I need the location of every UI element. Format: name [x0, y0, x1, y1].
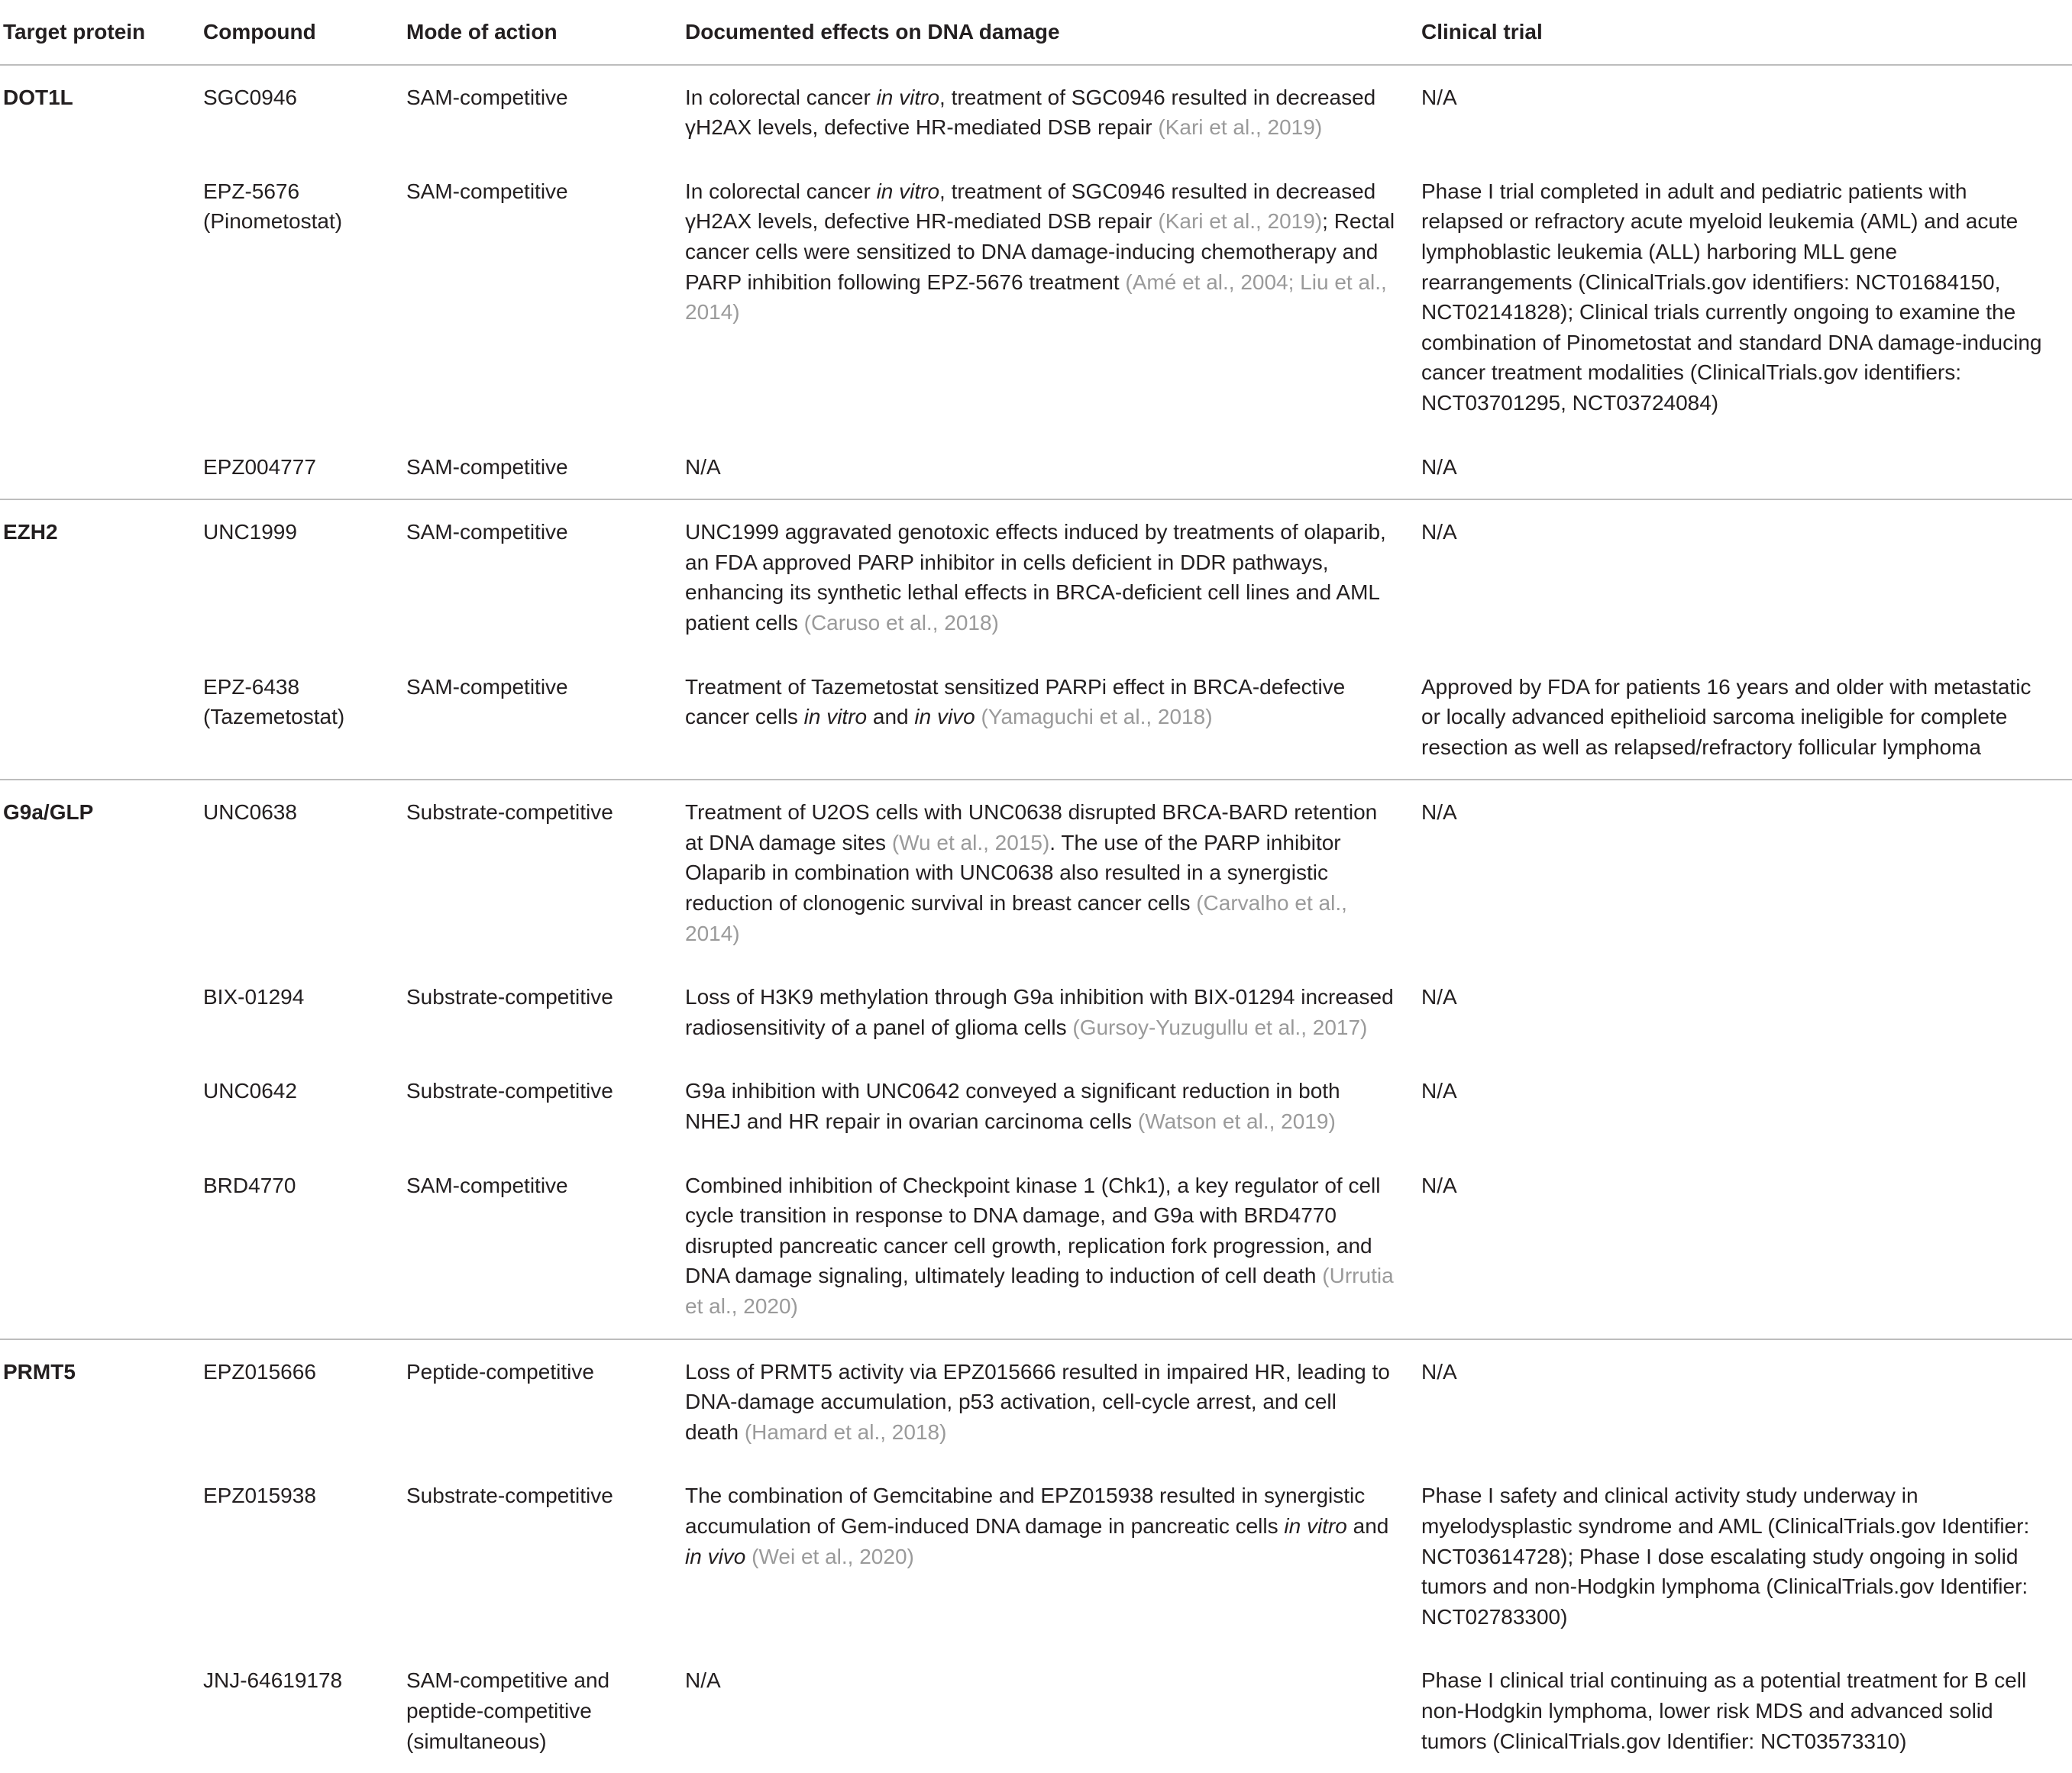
cell-documented-effects [685, 1464, 1421, 1649]
effect-text: Treatment of Tazemetostat sensitized PARPi effect in BRCA-defective cancer cells [685, 674, 1346, 729]
cell-compound [203, 1154, 406, 1339]
cell-mode-of-action [406, 655, 685, 780]
trial-text: Approved by FDA for patients 16 years and older with metastatic or locally advanced epithelioid sarcoma ineligible for complete resection as well as relapsed/refractory follicular lymphoma [1421, 674, 2032, 759]
trial-text: N/A [1421, 454, 1457, 479]
effect-text: N/A [685, 454, 721, 479]
mode-line: SAM-competitive [406, 674, 568, 699]
cell-documented-effects [685, 499, 1421, 654]
mode-line: peptide-competitive [406, 1698, 592, 1723]
cell-mode-of-action [406, 160, 685, 435]
effect-text: Treatment of U2OS cells with UNC0638 disrupted BRCA-BARD retention at DNA damage sites [685, 800, 1378, 854]
citation-link[interactable]: (Watson et al., 2019) [1137, 1109, 1336, 1134]
header-compound: Compound [203, 0, 406, 65]
citation-link[interactable]: (Kari et al., 2019) [1158, 209, 1323, 234]
effect-text [745, 1545, 752, 1568]
compound-line: (Tazemetostat) [203, 705, 345, 729]
cell-mode-of-action [406, 780, 685, 965]
table-row [0, 1464, 2072, 1649]
table-row [0, 655, 2072, 780]
header-documented-effects: Documented effects on DNA damage [685, 0, 1421, 65]
header-target-protein: Target protein [0, 0, 203, 65]
header-clinical-trial: Clinical trial [1421, 0, 2072, 65]
mode-line: Substrate-competitive [406, 985, 613, 1009]
table-row [0, 1059, 2072, 1153]
trial-text: N/A [1421, 1079, 1457, 1103]
effect-text: Loss of H3K9 methylation through G9a inhibition with BIX-01294 increased radiosensitivity of a panel of glioma cells [685, 985, 1394, 1039]
table-row [0, 65, 2072, 160]
table-row [0, 435, 2072, 500]
trial-text: N/A [1421, 85, 1457, 109]
cell-clinical-trial [1421, 65, 2072, 160]
header-mode-of-action: Mode of action [406, 0, 685, 65]
effect-text: Combined inhibition of Checkpoint kinase 1 (Chk1), a key regulator of cell cycle transition in response to DNA damage, and G9a with BRD4770 disrupted pancreatic cancer cell growth, replication fork progression, and DNA damage signaling, ultimately leading to induction of cell death [685, 1173, 1381, 1288]
compound-line: UNC1999 [203, 520, 297, 544]
compound-line: UNC0638 [203, 800, 297, 825]
citation-link[interactable]: (Carvalho et al., 2014) [685, 891, 1347, 945]
cell-documented-effects [685, 965, 1421, 1059]
effect-text: . The use of the PARP inhibitor Olaparib in combination with UNC0638 also resulted in a synergistic reduction of clonogenic survival in breast cancer cells [685, 830, 1341, 916]
cell-clinical-trial [1421, 655, 2072, 780]
cell-mode-of-action [406, 435, 685, 500]
cell-mode-of-action [406, 1464, 685, 1649]
cell-clinical-trial [1421, 435, 2072, 500]
effect-text: , treatment of SGC0946 resulted in decreased γH2AX levels, defective HR-mediated DSB repair [685, 179, 1376, 234]
citation-link[interactable]: (Urrutia et al., 2020) [685, 1264, 1394, 1318]
cell-mode-of-action [406, 1059, 685, 1153]
cell-clinical-trial [1421, 160, 2072, 435]
effect-text: ; Rectal cancer cells were sensitized to DNA damage-inducing chemotherapy and PARP inhibition following EPZ-5676 treatment [685, 209, 1395, 294]
citation-link[interactable]: (Amé et al., 2004; Liu et al., 2014) [685, 270, 1387, 325]
effect-text: In colorectal cancer [685, 85, 877, 109]
cell-compound [203, 435, 406, 500]
citation-link[interactable]: (Gursoy-Yuzugullu et al., 2017) [1072, 1015, 1368, 1039]
cell-target-protein [0, 1464, 203, 1649]
cell-compound [203, 965, 406, 1059]
cell-clinical-trial [1421, 1649, 2072, 1773]
mode-line: Substrate-competitive [406, 1484, 613, 1508]
trial-text: Phase I clinical trial continuing as a potential treatment for B cell non-Hodgkin lymphoma, lower risk MDS and advanced solid tumors (ClinicalTrials.gov Identifier: NCT03573310) [1421, 1668, 2027, 1753]
cell-compound [203, 1339, 406, 1465]
cell-documented-effects [685, 780, 1421, 965]
cell-compound [203, 65, 406, 160]
mode-line: SAM-competitive [406, 1173, 568, 1197]
effect-text: and [867, 705, 915, 729]
compound-line: SGC0946 [203, 85, 297, 109]
compound-line: BRD4770 [203, 1173, 296, 1197]
trial-text: N/A [1421, 1173, 1457, 1197]
table-row [0, 780, 2072, 965]
citation-link[interactable]: (Wu et al., 2015) [891, 830, 1050, 854]
cell-target-protein [0, 160, 203, 435]
cell-clinical-trial [1421, 965, 2072, 1059]
mode-line: SAM-competitive [406, 85, 568, 109]
table-row [0, 1154, 2072, 1339]
cell-mode-of-action [406, 65, 685, 160]
citation-link[interactable]: (Kari et al., 2019) [1158, 115, 1323, 140]
effect-text: UNC1999 aggravated genotoxic effects induced by treatments of olaparib, an FDA approved PARP inhibitor in cells deficient in DDR pathways, enhancing its synthetic lethal effects in BRCA-deficient cell lines and AML patient cells [685, 520, 1386, 635]
table-row [0, 160, 2072, 435]
effect-text [975, 705, 981, 728]
cell-target-protein [0, 655, 203, 780]
table-row [0, 499, 2072, 654]
compound-line: EPZ015666 [203, 1359, 316, 1384]
cell-mode-of-action [406, 1154, 685, 1339]
compound-line: EPZ-5676 [203, 179, 300, 203]
effect-text: in vivo [914, 705, 975, 729]
effect-text: and [1346, 1513, 1389, 1538]
mode-line: Peptide-competitive [406, 1359, 594, 1384]
effect-text: G9a inhibition with UNC0642 conveyed a significant reduction in both NHEJ and HR repair in ovarian carcinoma cells [685, 1079, 1340, 1134]
table-body [0, 65, 2072, 1773]
trial-text: N/A [1421, 520, 1457, 544]
table-header [0, 0, 2072, 65]
mode-line: SAM-competitive [406, 520, 568, 544]
trial-text: N/A [1421, 800, 1457, 825]
cell-clinical-trial [1421, 1059, 2072, 1153]
effect-text: in vitro [876, 179, 940, 203]
cell-mode-of-action [406, 1649, 685, 1773]
cell-mode-of-action [406, 499, 685, 654]
citation-link[interactable]: (Yamaguchi et al., 2018) [981, 705, 1213, 729]
mode-line: Substrate-competitive [406, 800, 613, 825]
cell-documented-effects [685, 1339, 1421, 1465]
cell-target-protein: PRMT5 [0, 1339, 203, 1465]
cell-documented-effects [685, 1154, 1421, 1339]
cell-compound [203, 1059, 406, 1153]
header-row [0, 0, 2072, 65]
cell-documented-effects [685, 65, 1421, 160]
cell-target-protein [0, 1154, 203, 1339]
compound-line: UNC0642 [203, 1079, 297, 1103]
compound-line: (Pinometostat) [203, 209, 343, 234]
mode-line: SAM-competitive and [406, 1668, 610, 1693]
cell-target-protein [0, 1059, 203, 1153]
cell-clinical-trial [1421, 1464, 2072, 1649]
cell-clinical-trial [1421, 499, 2072, 654]
cell-mode-of-action [406, 965, 685, 1059]
citation-link[interactable]: (Hamard et al., 2018) [744, 1419, 947, 1444]
effect-text: in vivo [685, 1544, 746, 1568]
cell-compound [203, 655, 406, 780]
cell-target-protein [0, 1649, 203, 1773]
trial-text: Phase I safety and clinical activity study underway in myelodysplastic syndrome and AML (ClinicalTrials.gov Identifier: NCT03614728); Phase I dose escalating study ongoing in solid tumors and non-Hodgkin lymphoma (ClinicalTrials.gov Identifier: NCT02783300) [1421, 1484, 2030, 1629]
cell-clinical-trial [1421, 1154, 2072, 1339]
cell-documented-effects [685, 435, 1421, 500]
effect-text: In colorectal cancer [685, 179, 877, 203]
cell-clinical-trial [1421, 780, 2072, 965]
mode-line: SAM-competitive [406, 179, 568, 203]
mode-line: SAM-competitive [406, 454, 568, 479]
mode-line: (simultaneous) [406, 1729, 547, 1753]
cell-documented-effects [685, 1059, 1421, 1153]
effect-text: in vitro [1284, 1513, 1347, 1538]
compound-line: EPZ015938 [203, 1484, 316, 1508]
compound-line: BIX-01294 [203, 985, 305, 1009]
cell-target-protein: EZH2 [0, 499, 203, 654]
table-row [0, 1649, 2072, 1773]
cell-target-protein: G9a/GLP [0, 780, 203, 965]
trial-text: Phase I trial completed in adult and pediatric patients with relapsed or refractory acute myeloid leukemia (AML) and acute lymphoblastic leukemia (ALL) harboring MLL gene rearrangements (ClinicalTrials.gov identifiers: NCT01684150, NCT02141828); Clinical trials currently ongoing to examine the combination of Pinometostat and standard DNA damage-inducing cancer treatment modalities (ClinicalTrials.gov identifiers: NCT03701295, NCT03724084) [1421, 179, 2042, 415]
cell-compound [203, 499, 406, 654]
cell-target-protein: DOT1L [3, 85, 73, 109]
cell-mode-of-action [406, 1339, 685, 1465]
compound-line: EPZ004777 [203, 454, 316, 479]
citation-link[interactable]: (Caruso et al., 2018) [803, 610, 999, 635]
cell-compound [203, 160, 406, 435]
table-row [0, 965, 2072, 1059]
effect-text: Loss of PRMT5 activity via EPZ015666 resulted in impaired HR, leading to DNA-damage accumulation, p53 activation, cell-cycle arrest, and cell death [685, 1359, 1390, 1444]
compound-line: JNJ-64619178 [203, 1668, 343, 1693]
cell-compound [203, 780, 406, 965]
cell-clinical-trial [1421, 1339, 2072, 1465]
cell-target-protein [0, 435, 203, 500]
effect-text: in vitro [803, 705, 868, 729]
effect-text: The combination of Gemcitabine and EPZ015938 resulted in synergistic accumulation of Gem-induced DNA damage in pancreatic cells [685, 1484, 1366, 1538]
cell-documented-effects [685, 655, 1421, 780]
trial-text: N/A [1421, 1359, 1457, 1384]
table-row [0, 1339, 2072, 1465]
citation-link[interactable]: (Wei et al., 2020) [752, 1544, 914, 1568]
effect-text: , treatment of SGC0946 resulted in decreased γH2AX levels, defective HR-mediated DSB repair [685, 85, 1376, 140]
cell-compound [203, 1649, 406, 1773]
effect-text: N/A [685, 1668, 721, 1693]
cell-target-protein [0, 965, 203, 1059]
trial-text: N/A [1421, 985, 1457, 1009]
cell-compound [203, 1464, 406, 1649]
compound-line: EPZ-6438 [203, 674, 300, 699]
cell-documented-effects [685, 1649, 1421, 1773]
cell-documented-effects [685, 160, 1421, 435]
effect-text: in vitro [876, 85, 940, 109]
mode-line: Substrate-competitive [406, 1079, 613, 1103]
